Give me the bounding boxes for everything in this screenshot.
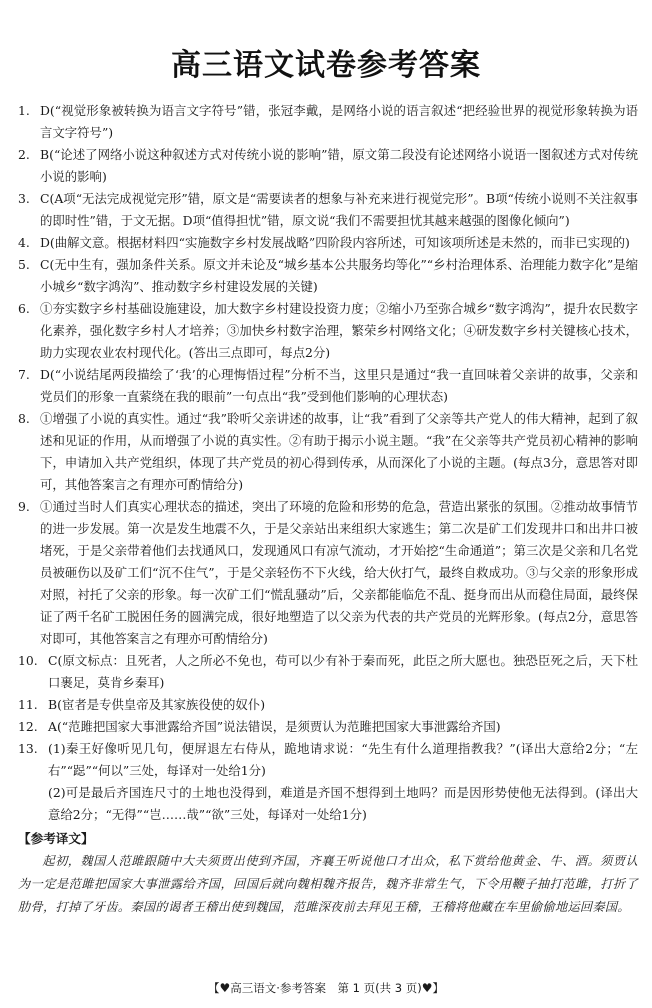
- answer-text: D(“小说结尾两段描绘了‘我’的心理悔悟过程”分析不当，这里只是通过“我一直回味着父亲讲的故事，父亲和党员们的形象一直萦绕在我的眼前”一句点出“我”受到他们影响的心理状态): [40, 367, 638, 404]
- heart-icon: ♥: [421, 981, 433, 995]
- answer-number: 8.: [18, 411, 30, 426]
- answer-item-8: [18, 408, 638, 496]
- answer-item-13-part-2: [18, 782, 638, 826]
- answer-text: D(曲解文意。根据材料四“实施数字乡村发展战略”四阶段内容所述，可知该项所述是未然的，而非已实现的): [40, 235, 630, 250]
- footer-page-label: 高三语文·参考答案 第 1 页(共 3 页): [230, 981, 422, 995]
- footer-close-bracket: 】: [432, 981, 444, 995]
- answer-text: B(“论述了网络小说这种叙述方式对传统小说的影响”错，原文第二段没有论述网络小说语一图叙述方式对传统小说的影响): [40, 147, 638, 184]
- answer-number: 6.: [18, 301, 30, 316]
- answer-item-5: [18, 254, 638, 298]
- answer-number: 13.: [18, 741, 38, 756]
- answer-list: [18, 100, 638, 919]
- translation-heading: 【参考译文】: [18, 831, 94, 846]
- answer-number: 7.: [18, 367, 30, 382]
- footer-open-bracket: 【: [208, 981, 220, 995]
- page-title: 高三语文试卷参考答案: [171, 48, 481, 83]
- answer-item-7: [18, 364, 638, 408]
- answer-item-11: [18, 694, 638, 716]
- answer-text: C(A项“无法完成视觉完形”错，原文是“需要读者的想象与补充来进行视觉完形”。B项“传统小说则不关注叙事的即时性”错，于文无据。D项“值得担忧”错，原文说“我们不需要担忧其越来越强的图像化倾向”): [40, 191, 638, 228]
- answer-number: 10.: [18, 653, 38, 668]
- answer-number: 11.: [18, 697, 38, 712]
- page-footer: [0, 980, 652, 996]
- answer-item-2: [18, 144, 638, 188]
- answer-text: (2)可是最后齐国连尺寸的土地也没得到，难道是齐国不想得到土地吗？而是因形势使他无法得到。(译出大意给2分；“无得”“岂……哉”“欲”三处，每译对一处给1分): [48, 785, 638, 822]
- answer-number: 4.: [18, 235, 30, 250]
- answer-item-10: [18, 650, 638, 694]
- answer-item-6: [18, 298, 638, 364]
- answer-number: 1.: [18, 103, 30, 118]
- answer-text: ①增强了小说的真实性。通过“我”聆听父亲讲述的故事，让“我”看到了父亲等共产党人的伟大精神，起到了叙述和见证的作用，从而增强了小说的真实性。②有助于揭示小说主题。“我”在父亲等共产党员初心精神的影响下，申请加入共产党组织，体现了共产党员的初心得到传承，从而深化了小说的主题。(每点3分，意思答对即可，其他答案言之有理亦可酌情给分): [40, 411, 638, 492]
- answer-text: ①通过当时人们真实心理状态的描述，突出了环境的危险和形势的危急，营造出紧张的氛围。②推动故事情节的进一步发展。第一次是发生地震不久，于是父亲站出来组织大家逃生；第二次是矿工们发现井口和出井口被堵死，于是父亲带着他们去找通风口，发现通风口有凉气流动，才开始挖“生命通道”；第三次是父亲和几名党员被砸伤以及矿工们“沉不住气”，于是父亲轻伤不下火线，给大伙打气，最终自救成功。③与父亲的形象形成对照，衬托了父亲的形象。每一次矿工们“慌乱骚动”后，父亲都能临危不乱、挺身而出从而稳住局面，最终保证了两千名矿工脱困任务的圆满完成，很好地塑造了以父亲为代表的共产党员的光辉形象。(每点2分，意思答对即可，其他答案言之有理亦可酌情给分): [40, 499, 638, 646]
- answer-item-12: [18, 716, 638, 738]
- answer-text: C(无中生有，强加条件关系。原文并未论及“城乡基本公共服务均等化”“乡村治理体系、治理能力数字化”是缩小城乡“数字鸿沟”、推动数字乡村建设发展的关键): [40, 257, 638, 294]
- answer-text: C(原文标点：且死者，人之所必不免也，苟可以少有补于秦而死，此臣之所大愿也。独恐臣死之后，天下杜口裹足，莫肯乡秦耳): [48, 653, 638, 690]
- answer-text: ①夯实数字乡村基础设施建设，加大数字乡村建设投资力度；②缩小乃至弥合城乡“数字鸿沟”，提升农民数字化素养，强化数字乡村人才培养；③加快乡村数字治理，繁荣乡村网络文化；④研发数字乡村关键核心技术，助力实现农业农村现代化。(答出三点即可，每点2分): [40, 301, 638, 360]
- answer-item-1: [18, 100, 638, 144]
- answer-text: A(“范雎把国家大事泄露给齐国”说法错误，是须贾认为范雎把国家大事泄露给齐国): [48, 719, 501, 734]
- answer-text: (1)秦王好像听见几句，便屏退左右侍从，跪地请求说：“先生有什么道理指教我？”(译出大意给2分；“左右”“跽”“何以”三处，每译对一处给1分): [48, 741, 638, 778]
- answer-number: 2.: [18, 147, 30, 162]
- answer-text: B(宦者是专供皇帝及其家族役使的奴仆): [48, 697, 266, 712]
- heart-icon: ♥: [219, 981, 231, 995]
- answer-number: 5.: [18, 257, 30, 272]
- answer-item-9: [18, 496, 638, 650]
- answer-number: 12.: [18, 719, 38, 734]
- answer-item-4: [18, 232, 638, 254]
- translation-paragraph: 起初，魏国人范雎跟随中大夫须贾出使到齐国，齐襄王听说他口才出众，私下赏给他黄金、牛、酒。须贾认为一定是范雎把国家大事泄露给齐国，回国后就向魏相魏齐报告，魏齐非常生气，下令用鞭子抽打范雎，打折了肋骨，打掉了牙齿。秦国的谒者王稽出使到魏国，范雎深夜前去拜见王稽，王稽将他藏在车里偷偷地运回秦国。: [18, 854, 638, 914]
- answer-item-3: [18, 188, 638, 232]
- answer-number: 3.: [18, 191, 30, 206]
- answer-item-13-part-1: [18, 738, 638, 782]
- answer-number: 9.: [18, 499, 30, 514]
- answer-text: D(“视觉形象被转换为语言文字符号”错，张冠李戴，是网络小说的语言叙述“把经验世界的视觉形象转换为语言文字符号”): [40, 103, 638, 140]
